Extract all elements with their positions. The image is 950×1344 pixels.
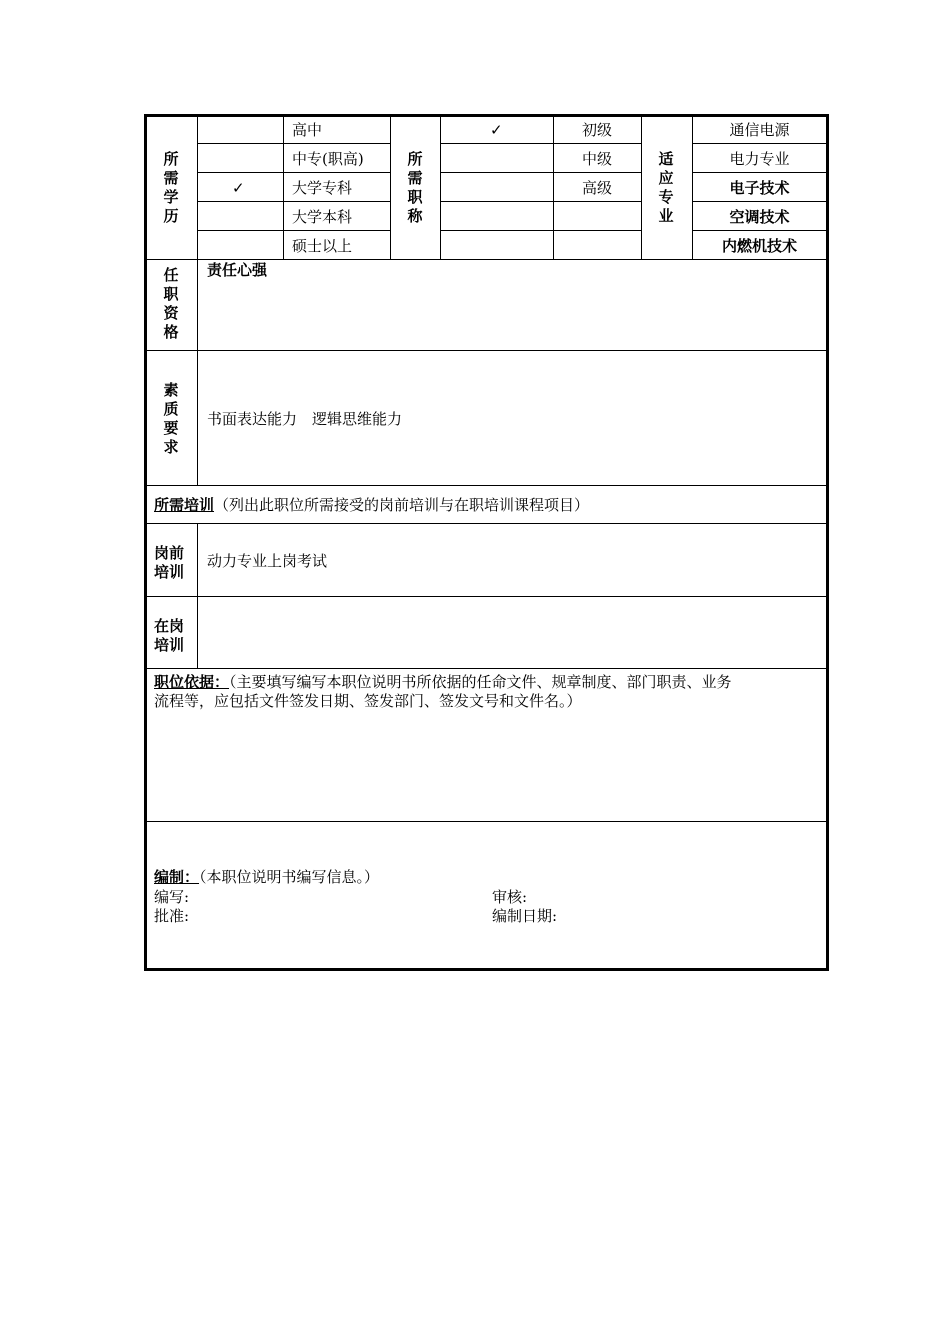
major-item: 空调技术 — [729, 208, 790, 226]
divider — [197, 259, 198, 485]
divider — [283, 116, 284, 259]
compile-approver: 批准: — [154, 907, 190, 925]
divider — [440, 172, 641, 173]
title-level-label: 所需职称 — [407, 150, 423, 225]
basis-line-1 — [154, 674, 732, 691]
basis-label: 职位依据： — [154, 673, 230, 691]
divider — [641, 116, 642, 259]
divider — [390, 116, 391, 259]
compile-reviewer: 审核: — [492, 888, 528, 906]
divider — [146, 350, 827, 351]
education-college-check-icon: ✓ — [232, 179, 245, 197]
education-option-master: 硕士以上 — [292, 237, 353, 255]
title-option-senior: 高级 — [582, 179, 613, 197]
qualification-content: 责任心强 — [207, 261, 268, 279]
title-junior-check-icon: ✓ — [490, 121, 503, 139]
pre-job-training-content: 动力专业上岗考试 — [207, 552, 328, 570]
major-item: 通信电源 — [729, 121, 790, 139]
compile-date: 编制日期: — [492, 907, 558, 925]
compile-note: （本职位说明书编写信息。） — [199, 868, 380, 886]
major-item: 电力专业 — [729, 150, 790, 168]
title-option-intermediate: 中级 — [582, 150, 613, 168]
divider — [146, 668, 827, 669]
education-option-high-school: 高中 — [292, 121, 323, 139]
divider — [146, 259, 827, 260]
education-option-college: 大学专科 — [292, 179, 353, 197]
divider — [197, 230, 390, 231]
divider — [440, 201, 641, 202]
divider — [440, 116, 441, 259]
divider — [692, 201, 827, 202]
title-option-junior: 初级 — [582, 121, 613, 139]
divider — [197, 143, 390, 144]
major-item: 内燃机技术 — [721, 237, 797, 255]
majors-label: 适应专业 — [658, 150, 674, 225]
compile-label: 编制： — [154, 868, 200, 886]
basis-note-line-2: 流程等，应包括文件签发日期、签发部门、签发文号和文件名。） — [154, 692, 582, 710]
major-item: 电子技术 — [729, 179, 790, 197]
basis-note-line-1: （主要填写编写本职位说明书所依据的任命文件、规章制度、部门职责、业务 — [229, 673, 732, 691]
training-header-note: （列出此职位所需接受的岗前培训与在职培训课程项目） — [214, 496, 590, 514]
on-job-training-label: 在岗培训 — [154, 617, 185, 654]
divider — [440, 230, 641, 231]
training-header — [154, 497, 589, 514]
divider — [692, 143, 827, 144]
pre-job-training-label: 岗前培训 — [154, 544, 185, 581]
divider — [146, 821, 827, 822]
divider — [146, 596, 827, 597]
compile-header — [154, 869, 379, 886]
divider — [197, 116, 198, 259]
divider — [197, 523, 198, 668]
divider — [197, 172, 390, 173]
divider — [146, 523, 827, 524]
divider — [692, 172, 827, 173]
divider — [440, 143, 641, 144]
divider — [197, 201, 390, 202]
compile-author: 编写: — [154, 888, 190, 906]
quality-label: 素质要求 — [163, 381, 179, 456]
education-option-vocational: 中专(职高) — [292, 150, 364, 168]
qualification-label: 任职资格 — [163, 266, 179, 341]
divider — [553, 116, 554, 259]
education-option-bachelor: 大学本科 — [292, 208, 353, 226]
education-label: 所需学历 — [163, 150, 179, 225]
training-header-label: 所需培训 — [154, 496, 215, 514]
quality-content: 书面表达能力 逻辑思维能力 — [207, 410, 403, 428]
divider — [146, 485, 827, 486]
divider — [692, 230, 827, 231]
